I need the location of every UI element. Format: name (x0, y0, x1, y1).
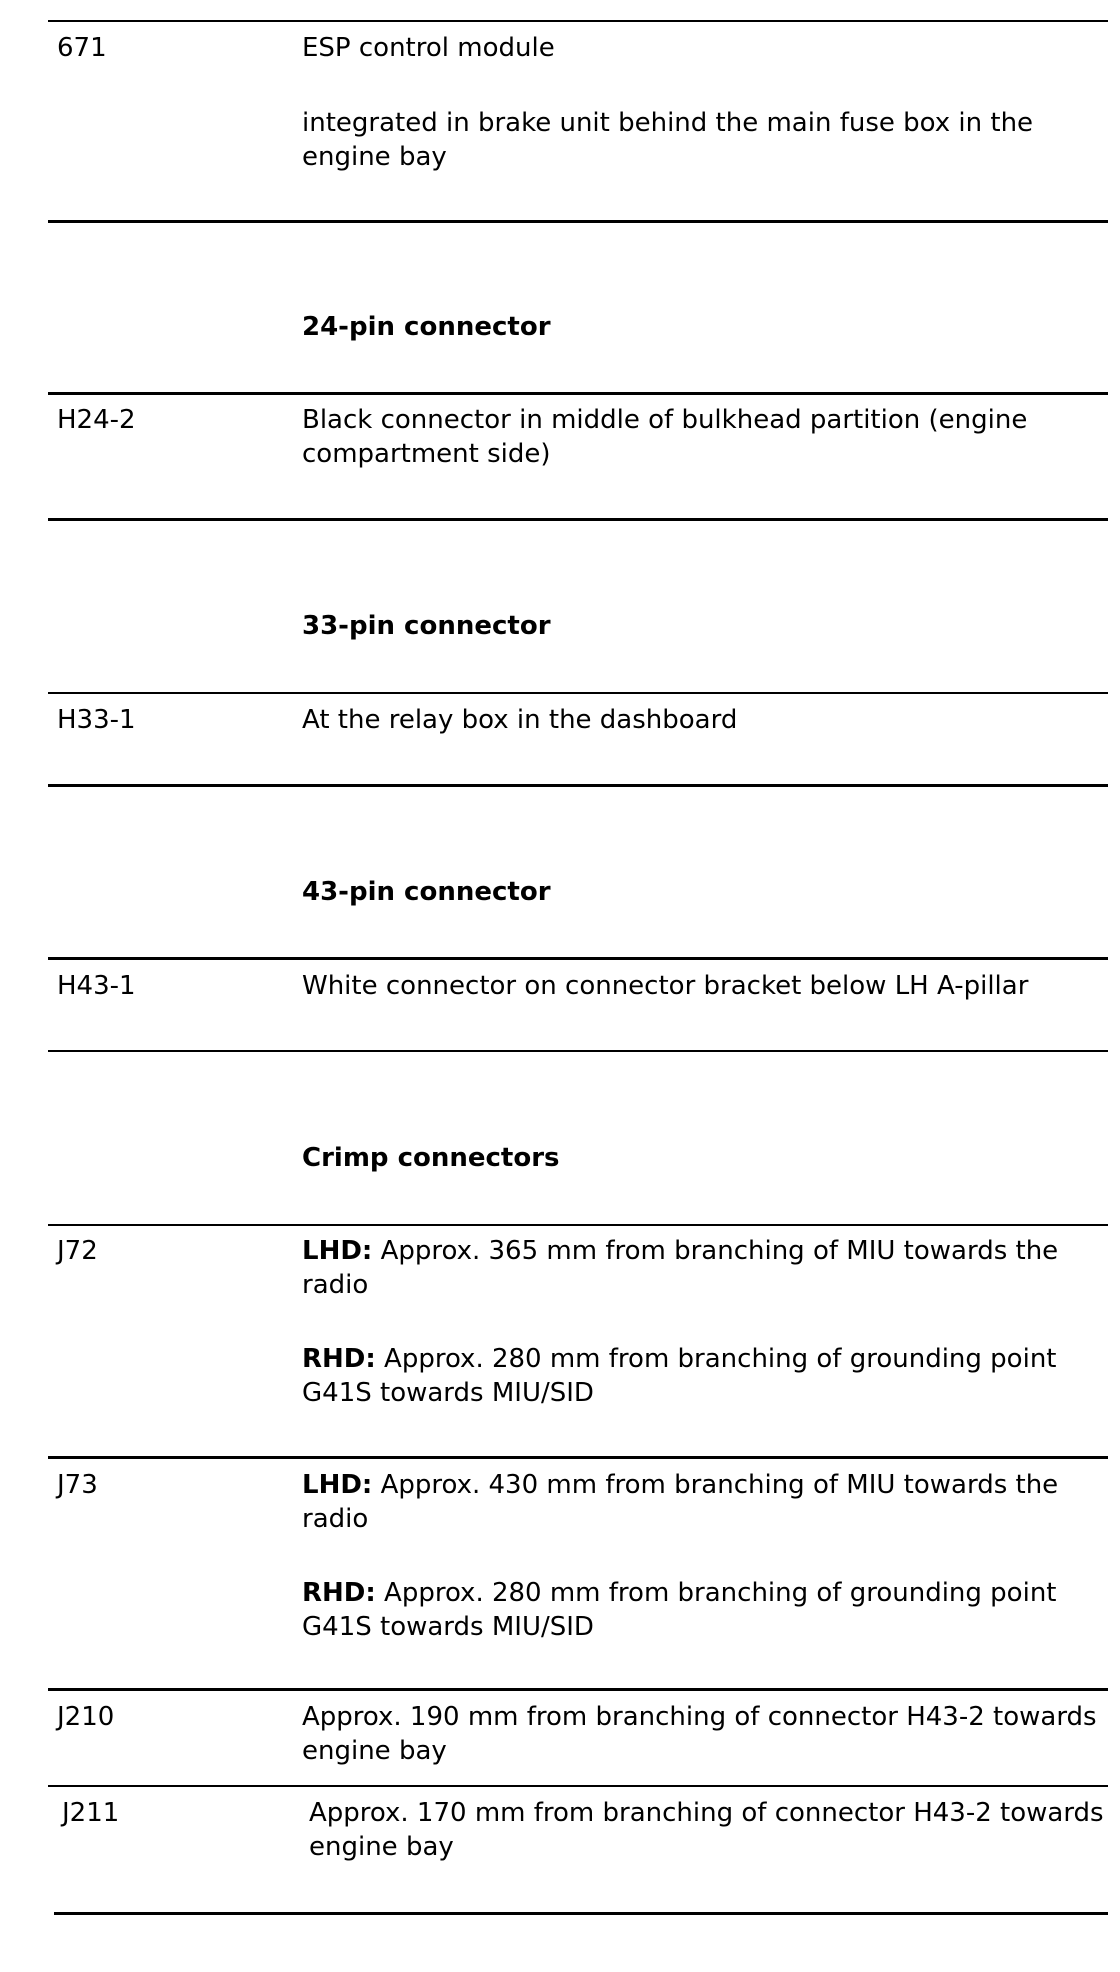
section-heading-33-pin: 33-pin connector (302, 611, 551, 641)
component-location-esp: integrated in brake unit behind the main fuse box in the engine bay (302, 108, 1034, 172)
lhd-text: Approx. 430 mm from branching of MIU towards the radio (302, 1470, 1059, 1534)
connector-code-h33-1: H33-1 (57, 705, 136, 735)
table-rule (48, 1224, 1108, 1226)
table-rule (48, 784, 1108, 787)
table-rule (48, 1688, 1108, 1691)
crimp-code-j73: J73 (57, 1470, 98, 1500)
table-rule (48, 692, 1108, 694)
table-rule (48, 1456, 1108, 1459)
crimp-code-j211: J211 (62, 1798, 120, 1828)
crimp-code-j210: J210 (57, 1702, 115, 1732)
component-code-671: 671 (57, 33, 107, 63)
section-heading-43-pin: 43-pin connector (302, 877, 551, 907)
rhd-label: RHD: (302, 1578, 376, 1608)
rhd-text: Approx. 280 mm from branching of grounding point G41S towards MIU/SID (302, 1344, 1057, 1408)
table-rule (48, 1050, 1108, 1052)
connector-desc-h33-1: At the relay box in the dashboard (302, 705, 738, 735)
table-rule (48, 518, 1108, 521)
crimp-rhd-j73 (302, 1576, 1102, 1644)
rhd-label: RHD: (302, 1344, 376, 1374)
section-heading-24-pin: 24-pin connector (302, 312, 551, 342)
connector-code-h24-2: H24-2 (57, 405, 136, 435)
lhd-label: LHD: (302, 1236, 373, 1266)
crimp-rhd-j72 (302, 1342, 1102, 1410)
table-rule (48, 1785, 1108, 1787)
crimp-desc-j211: Approx. 170 mm from branching of connector H43-2 towards engine bay (309, 1798, 1104, 1862)
crimp-lhd-j72 (302, 1234, 1102, 1302)
table-rule (54, 1912, 1108, 1915)
connector-desc-h24-2: Black connector in middle of bulkhead partition (engine compartment side) (302, 405, 1028, 469)
rhd-text: Approx. 280 mm from branching of grounding point G41S towards MIU/SID (302, 1578, 1057, 1642)
crimp-desc-j210: Approx. 190 mm from branching of connector H43-2 towards engine bay (302, 1702, 1097, 1766)
lhd-text: Approx. 365 mm from branching of MIU towards the radio (302, 1236, 1059, 1300)
table-rule (48, 392, 1108, 395)
crimp-code-j72: J72 (57, 1236, 98, 1266)
section-heading-crimp: Crimp connectors (302, 1143, 560, 1173)
lhd-label: LHD: (302, 1470, 373, 1500)
table-rule (48, 957, 1108, 960)
connector-code-h43-1: H43-1 (57, 971, 136, 1001)
component-title-esp: ESP control module (302, 33, 555, 63)
table-rule (48, 220, 1108, 223)
connector-desc-h43-1: White connector on connector bracket below LH A-pillar (302, 971, 1029, 1001)
table-rule (48, 20, 1108, 22)
crimp-lhd-j73 (302, 1468, 1102, 1536)
